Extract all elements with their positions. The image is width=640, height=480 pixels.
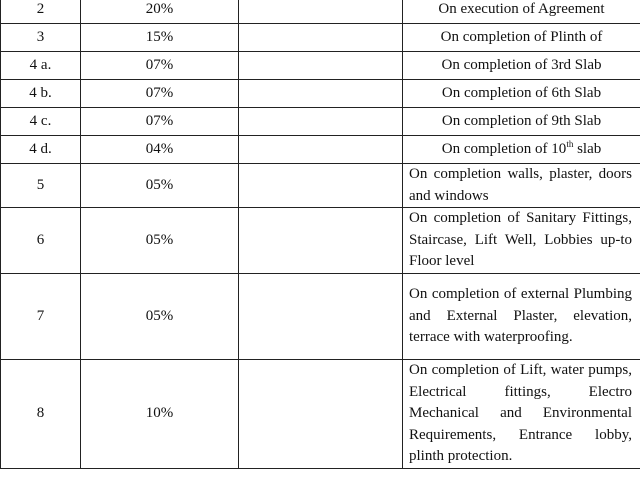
blank-cell	[239, 274, 403, 360]
blank-cell	[239, 360, 403, 469]
table-row	[1, 136, 640, 164]
installment-percentage: 05%	[81, 274, 239, 360]
installment-percentage: 07%	[81, 52, 239, 80]
installment-number: 2	[1, 0, 81, 24]
installment-percentage: 05%	[81, 208, 239, 274]
installment-percentage: 05%	[81, 164, 239, 208]
installment-number: 4 c.	[1, 108, 81, 136]
blank-cell	[239, 0, 403, 24]
table-row	[1, 108, 640, 136]
installment-number: 5	[1, 164, 81, 208]
table-row	[1, 164, 640, 208]
blank-cell	[239, 136, 403, 164]
blank-cell	[239, 80, 403, 108]
installment-description	[403, 136, 640, 164]
blank-cell	[239, 52, 403, 80]
installment-description: On execution of Agreement	[403, 0, 640, 24]
installment-number: 4 a.	[1, 52, 81, 80]
table-row	[1, 24, 640, 52]
installment-description: On completion walls, plaster, doors and windows	[403, 164, 640, 208]
blank-cell	[239, 24, 403, 52]
installment-percentage: 07%	[81, 80, 239, 108]
installment-number: 3	[1, 24, 81, 52]
blank-cell	[239, 108, 403, 136]
installment-number: 7	[1, 274, 81, 360]
installment-number: 6	[1, 208, 81, 274]
installment-description: On completion of external Plumbing and External Plaster, elevation, terrace with waterproofing.	[403, 274, 640, 360]
installment-number: 4 b.	[1, 80, 81, 108]
table-row	[1, 0, 640, 24]
table-row	[1, 80, 640, 108]
description-text-end: slab	[573, 140, 602, 157]
table-row	[1, 274, 640, 360]
installment-percentage: 04%	[81, 136, 239, 164]
installment-percentage: 10%	[81, 360, 239, 469]
blank-cell	[239, 208, 403, 274]
installment-description: On completion of Lift, water pumps, Electrical fittings, Electro Mechanical and Environmental Requirements, Entrance lobby, plinth protection.	[403, 360, 640, 469]
table-row	[1, 360, 640, 469]
installment-description: On completion of Plinth of	[403, 24, 640, 52]
installment-number: 4 d.	[1, 136, 81, 164]
installment-percentage: 20%	[81, 0, 239, 24]
ordinal-suffix: th	[566, 138, 574, 149]
installment-description: On completion of 6th Slab	[403, 80, 640, 108]
installment-percentage: 15%	[81, 24, 239, 52]
blank-cell	[239, 164, 403, 208]
installment-description: On completion of Sanitary Fittings, Staircase, Lift Well, Lobbies up-to Floor level	[403, 208, 640, 274]
table-row	[1, 208, 640, 274]
installment-description: On completion of 3rd Slab	[403, 52, 640, 80]
table-row	[1, 52, 640, 80]
installment-percentage: 07%	[81, 108, 239, 136]
installment-description: On completion of 9th Slab	[403, 108, 640, 136]
description-text: On completion of 10	[441, 140, 567, 157]
installment-number: 8	[1, 360, 81, 469]
